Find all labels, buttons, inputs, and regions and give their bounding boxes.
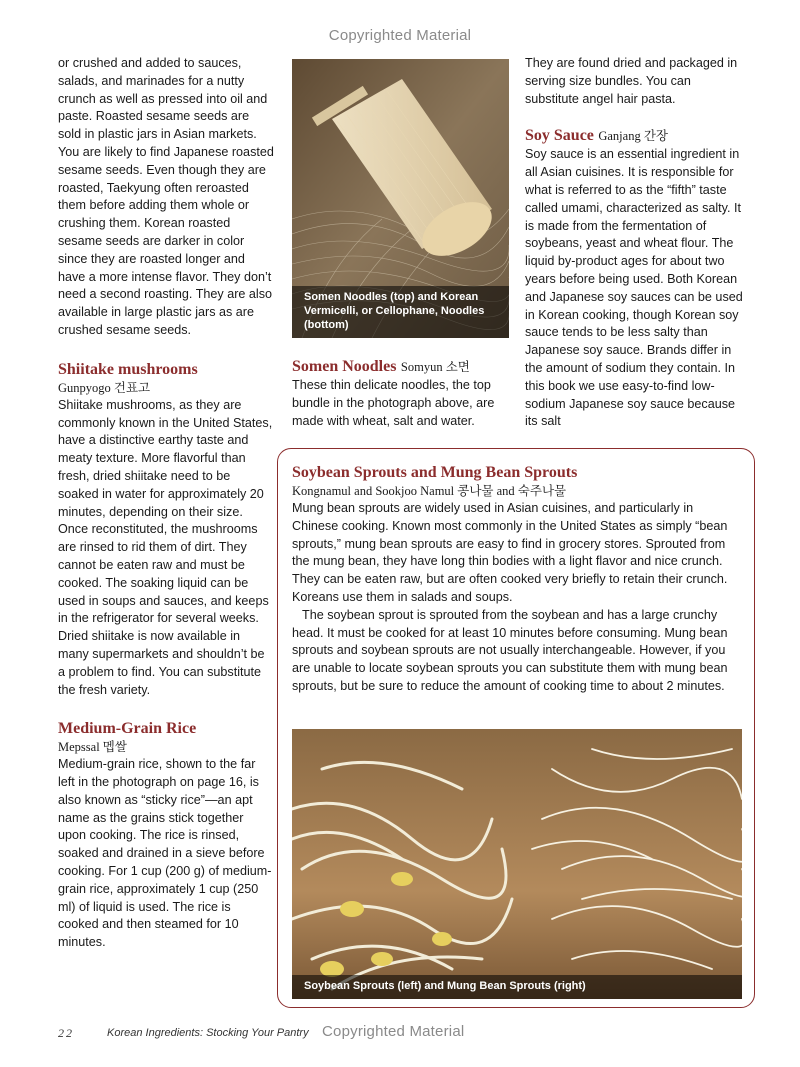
soy-sauce-heading: Soy Sauce bbox=[525, 127, 594, 145]
shiitake-text: Shiitake mushrooms, as they are commonly known in the United States, have a distinctive earthy taste and meaty texture. More flavorful than fresh, dried shiitake need to be soaked in water for approximately 20 minutes, depending on their size. Once reconstituted, the mushrooms are rinsed to rid them of dirt. They cannot be eaten raw and must be cooked. The soaking liquid can be used in soups and sauces, and keeps in the refrigerator for several weeks. Dried shiitake is now available in many supermarkets and shouldn’t be a problem to find. You can substitute the fresh variety. bbox=[58, 397, 273, 697]
sprouts-photo-caption: Soybean Sprouts (left) and Mung Bean Sprouts (right) bbox=[292, 975, 742, 999]
rice-text: Medium-grain rice, shown to the far left in the photograph on page 16, is also known as “sticky rice”—an apt name as the grains stick together upon cooking. The rice is rinsed, soaked and drained in a sieve before cooking. For 1 cup (200 g) of medium-grain rice, approximately 1 cup (250 ml) of liquid is used. The rice is cooked and then steamed for 10 minutes. bbox=[58, 757, 272, 950]
sprouts-heading: Soybean Sprouts and Mung Bean Sprouts bbox=[292, 464, 578, 481]
top-watermark: Copyrighted Material bbox=[328, 27, 472, 44]
column-1 bbox=[58, 55, 274, 952]
sprouts-image bbox=[292, 729, 742, 999]
somen-section bbox=[292, 357, 514, 430]
running-footer-title: Korean Ingredients: Stocking Your Pantry bbox=[107, 1027, 309, 1039]
somen-heading: Somen Noodles bbox=[292, 358, 397, 375]
shiitake-korean-name: Gunpyogo 건표고 bbox=[58, 380, 151, 395]
sprouts-text-1: Mung bean sprouts are widely used in Asian cuisines, and particularly in Chinese cooking. Known most commonly in the United States as simply “bean sprouts,” mung bean sprouts are easy to find in grocery stores. Sprouted from the mung bean, they have long thin bodies with a light flavor and nice crunch. They can be eaten raw, but are often cooked very briefly to retain their crunch. Koreans use them in salads and soups. bbox=[292, 501, 728, 604]
noodles-photo bbox=[292, 59, 509, 338]
page-number: 22 bbox=[58, 1026, 74, 1040]
sprouts-sidebar bbox=[277, 448, 755, 1008]
shiitake-heading: Shiitake mushrooms bbox=[58, 360, 198, 378]
sesame-continued-text: or crushed and added to sauces, salads, and marinades for a nutty crunch as well as pressed into oil and paste. Roasted sesame seeds are sold in plastic jars in Asian markets. You are likely to find Japanese roasted sesame seeds. Even though they are roasted, Taekyung often reroasted them before adding them whole or crushing them. Korean roasted sesame seeds are darker in color since they are roasted longer and have a more intense flavor. They don’t need a second roasting. They are also available in large plastic jars as are crushed sesame seeds. bbox=[58, 56, 274, 337]
somen-text: These thin delicate noodles, the top bundle in the photograph above, are made with wheat, salt and water. bbox=[292, 378, 495, 428]
sprouts-photo bbox=[292, 729, 742, 999]
column-3 bbox=[525, 55, 743, 431]
rice-korean-name: Mepssal 멥쌀 bbox=[58, 740, 127, 755]
sprouts-text-2: The soybean sprout is sprouted from the soybean and has a large crunchy head. It must be cooked for at least 10 minutes before consuming. Mung bean sprouts and soybean sprouts are not usually interchangeable. However, if you are unable to locate soybean sprouts you can substitute them with mung bean sprouts, but be sure to reduce the amount of cooking time to about 2 minutes. bbox=[292, 607, 728, 693]
sprouts-korean-name: Kongnamul and Sookjoo Namul 콩나물 and 숙주나물 bbox=[292, 484, 567, 498]
soy-sauce-korean-name: Ganjang 간장 bbox=[598, 129, 668, 144]
soy-sauce-text: Soy sauce is an essential ingredient in all Asian cuisines. It is responsible for what is referred to as the “fifth” taste called umami, characterized as salty. It is made from the fermentation of soybeans, yeast and wheat flour. The liquid by-product ages for about two years before being used. Both Korean and Japanese soy sauces can be used in Korean cooking, though Korean soy sauce tends to be less salty than Japanese soy sauce. Brands differ in the amount of sodium they contain. In this book we use easy-to-find low-sodium Japanese soy sauce because its salt bbox=[525, 147, 743, 429]
somen-continued-text: They are found dried and packaged in serving size bundles. You can substitute angel hair pasta. bbox=[525, 56, 738, 106]
rice-heading: Medium-Grain Rice bbox=[58, 720, 197, 738]
somen-korean-name: Somyun 소면 bbox=[400, 360, 470, 374]
noodles-photo-caption: Somen Noodles (top) and Korean Vermicelli, or Cellophane, Noodles (bottom) bbox=[292, 286, 509, 338]
bottom-watermark: Copyrighted Material bbox=[322, 1023, 465, 1040]
